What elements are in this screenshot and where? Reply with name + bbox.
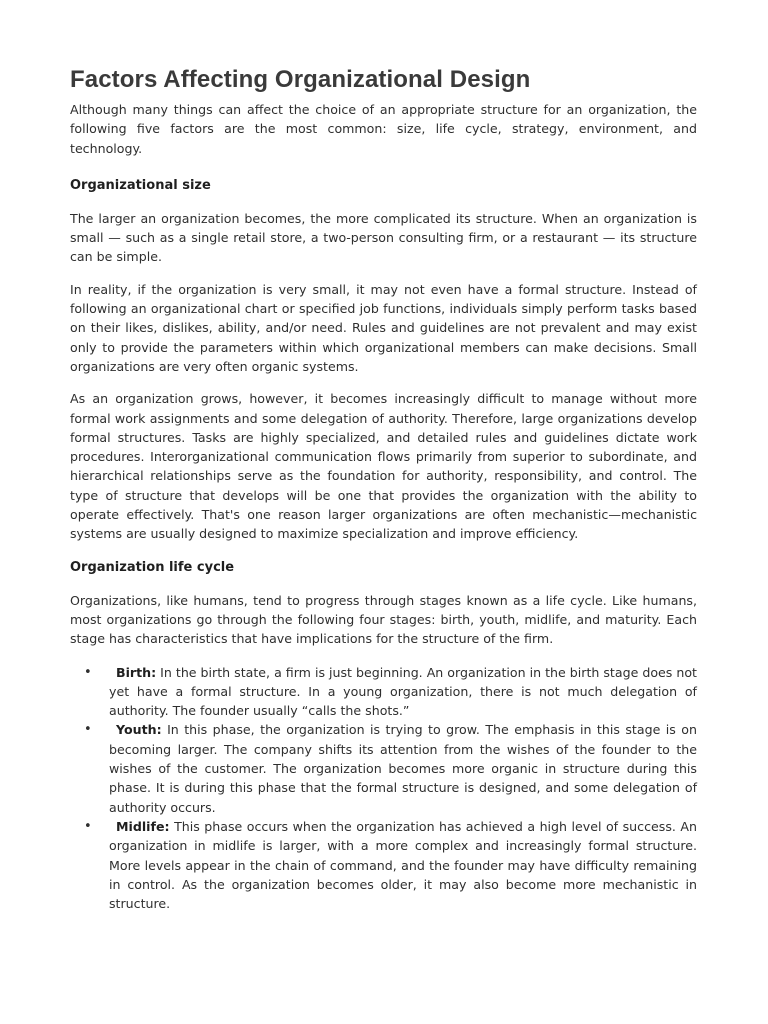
bullet-icon: • xyxy=(84,818,92,834)
stage-description: In the birth state, a firm is just beginning. An organization in the birth stage does not yet have a formal structure. In a young organization, there is not much delegation of authority. The founder usually “calls the shots.” xyxy=(109,664,697,719)
bullet-icon: • xyxy=(84,722,92,738)
page-title: Factors Affecting Organizational Design xyxy=(70,66,531,93)
list-item-birth xyxy=(70,663,697,721)
section-heading-organization-life-cycle: Organization life cycle xyxy=(70,559,235,575)
list-item-youth xyxy=(70,720,697,816)
document-page xyxy=(70,64,697,913)
stage-term: Youth: xyxy=(116,722,162,738)
stage-term: Birth: xyxy=(116,664,157,680)
stage-description: This phase occurs when the organization has achieved a high level of success. An organization in midlife is larger, with a more complex and increasingly formal structure. More levels appear in the chain of command, and the founder may have difficulty remaining in control. As the organization becomes older, it may also become more mechanistic in structure. xyxy=(109,818,697,912)
paragraph: As an organization grows, however, it becomes increasingly difficult to manage without more formal work assignments and some delegation of authority. Therefore, large organizations develop formal structures. Tasks are highly specialized, and detailed rules and guidelines dictate work procedures. Interorganizational communication flows primarily from superior to subordinate, and hierarchical relationships serve as the foundation for authority, responsibility, and control. The type of structure that develops will be one that provides the organization with the ability to operate effectively. That's one reason larger organizations are often mechanistic—mechanistic systems are usually designed to maximize specialization and improve efficiency. xyxy=(70,391,697,542)
stage-description: In this phase, the organization is trying to grow. The emphasis in this stage is on becoming larger. The company shifts its attention from the wishes of the founder to the wishes of the customer. The organization becomes more organic in structure during this phase. It is during this phase that the formal structure is designed, and some delegation of authority occurs. xyxy=(109,722,697,815)
list-item-midlife xyxy=(70,817,697,913)
paragraph: The larger an organization becomes, the more complicated its structure. When an organization is small — such as a single retail store, a two‐person consulting firm, or a restaurant — its structure can be simple. xyxy=(70,210,697,265)
section-heading-organizational-size: Organizational size xyxy=(70,177,211,193)
stage-term: Midlife: xyxy=(116,818,170,834)
intro-paragraph: Although many things can affect the choice of an appropriate structure for an organization, the following five factors are the most common: size, life cycle, strategy, environment, and technology. xyxy=(70,102,697,156)
paragraph: Organizations, like humans, tend to progress through stages known as a life cycle. Like humans, most organizations go through the following four stages: birth, youth, midlife, and maturity. Each stage has characteristics that have implications for the structure of the firm. xyxy=(70,592,697,647)
paragraph: In reality, if the organization is very small, it may not even have a formal structure. Instead of following an organizational chart or specified job functions, individuals simply perform tasks based on their likes, dislikes, ability, and/or need. Rules and guidelines are not prevalent and may exist only to provide the parameters within which organizational members can make decisions. Small organizations are very often organic systems. xyxy=(70,281,697,374)
bullet-icon: • xyxy=(84,664,92,680)
life-cycle-stage-list xyxy=(70,663,697,914)
